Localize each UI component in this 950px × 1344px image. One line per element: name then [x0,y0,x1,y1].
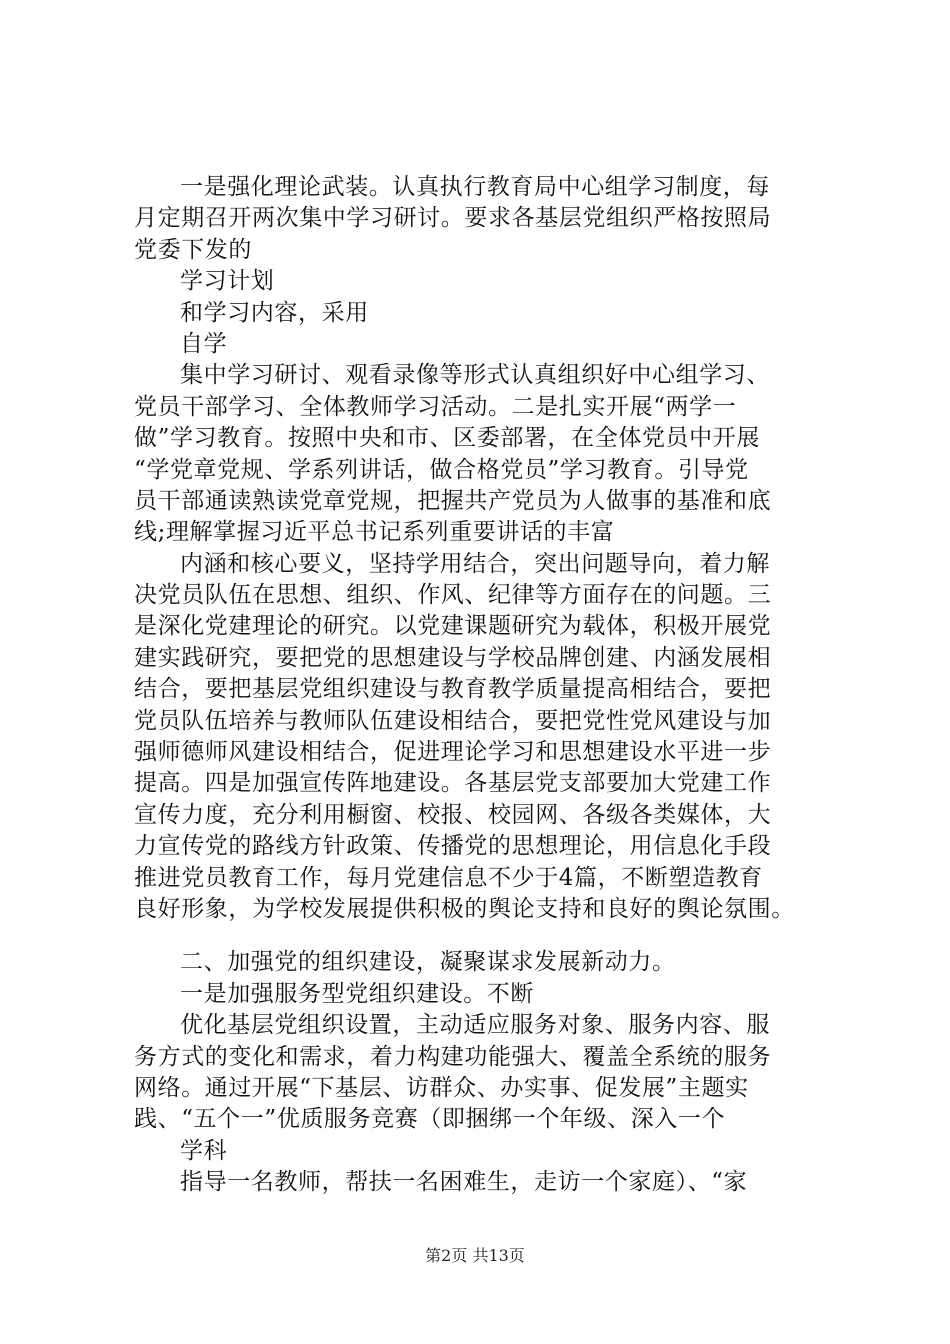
text-line: 线;理解掌握习近平总书记系列重要讲话的丰富 [134,519,615,546]
text-line: 良好形象，为学校发展提供积极的舆论支持和良好的舆论氛围。 [134,895,795,922]
text-line: 和学习内容，采用 [180,299,369,326]
paragraph-gap [134,925,834,947]
text-line: 党员队伍培养与教师队伍建设相结合，要把党性党风建设与加 [134,707,772,734]
text-line: “学党章党规、学系列讲话，做合格党员”学习教育。引导党 [134,456,749,483]
text-line: 决党员队伍在思想、组织、作风、纪律等方面存在的问题。三 [134,582,772,609]
text-line: 强师德师风建设相结合，促进理论学习和思想建设水平进一步 [134,739,772,766]
text-line: 践、“五个一”优质服务竞赛（即捆绑一个年级、深入一个 [134,1106,726,1133]
text-line: 集中学习研讨、观看录像等形式认真组织好中心组学习、 [180,362,770,389]
text-line: 网络。通过开展“下基层、访群众、办实事、促发展”主题实 [134,1074,749,1101]
text-line: 学习计划 [180,268,275,295]
section-heading: 二、加强党的组织建设，凝聚谋求发展新动力。 [180,949,676,976]
text-line: 力宣传党的路线方针政策、传播党的思想理论，用信息化手段 [134,833,772,860]
text-line: 宣传力度，充分利用橱窗、校报、校园网、各级各类媒体，大 [134,801,772,828]
text-line: 提高。四是加强宣传阵地建设。各基层党支部要加大党建工作 [134,770,772,797]
text-line: 月定期召开两次集中学习研讨。要求各基层党组织严格按照局 [134,205,772,232]
text-line: 是深化党建理论的研究。以党建课题研究为载体，积极开展党 [134,613,772,640]
text-line: 结合，要把基层党组织建设与教育教学质量提高相结合，要把 [134,676,772,703]
text-line: 指导一名教师，帮扶一名困难生，走访一个家庭）、“家 [180,1169,748,1196]
text-line: 做”学习教育。按照中央和市、区委部署，在全体党员中开展 [134,425,760,452]
text-line: 推进党员教育工作，每月党建信息不少于4篇，不断塑造教育 [134,864,763,891]
text-line: 内涵和核心要义，坚持学用结合，突出问题导向，着力解 [180,550,770,577]
text-line: 一是强化理论武装。认真执行教育局中心组学习制度，每 [180,174,770,200]
document-body [134,172,834,1199]
text-line: 务方式的变化和需求，着力构建功能强大、覆盖全系统的服务 [134,1043,772,1070]
text-line: 学科 [180,1137,228,1164]
page-number-footer: 第2页 共13页 [425,1246,525,1265]
text-line: 员干部通读熟读党章党规，把握共产党员为人做事的基准和底 [134,487,772,514]
text-line: 优化基层党组织设置，主动适应服务对象、服务内容、服 [180,1012,770,1039]
text-line: 一是加强服务型党组织建设。不断 [180,980,534,1007]
text-line: 党员干部学习、全体教师学习活动。二是扎实开展“两学一 [134,393,737,420]
text-line: 建实践研究，要把党的思想建设与学校品牌创建、内涵发展相 [134,644,772,671]
text-line: 党委下发的 [134,236,252,263]
text-line: 自学 [180,330,228,357]
